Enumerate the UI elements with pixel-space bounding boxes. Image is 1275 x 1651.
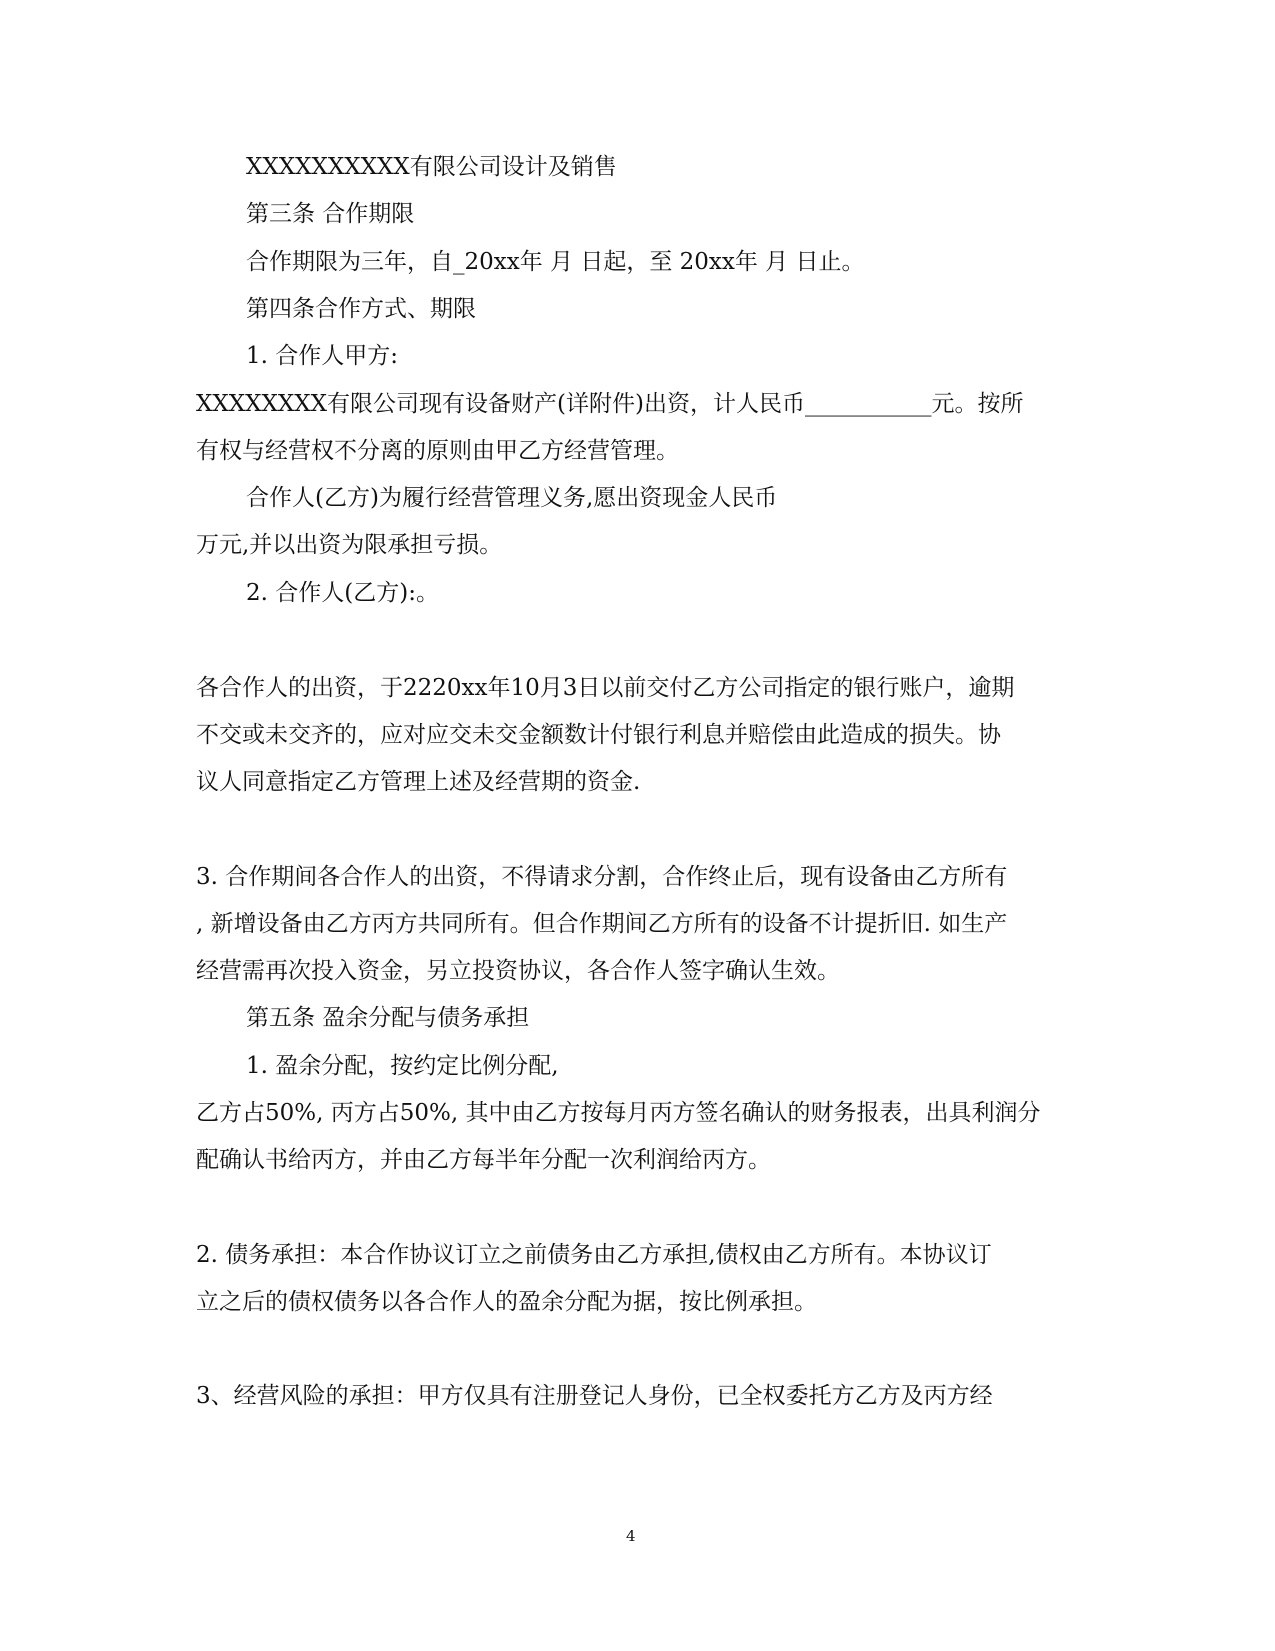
text-line: XXXXXXXXXX有限公司设计及销售 (246, 154, 617, 180)
text-line: 配确认书给丙方，并由乙方每半年分配一次利润给丙方。 (196, 1147, 771, 1173)
page-number: 4 (626, 1527, 636, 1545)
text-line: 1. 合作人甲方: (246, 343, 399, 369)
text-line: XXXXXXXX有限公司现有设备财产(详附件)出资，计人民币___________元。按所 (196, 391, 1024, 417)
text-line: 立之后的债权债务以各合作人的盈余分配为据，按比例承担。 (196, 1289, 817, 1315)
text-line: , 新增设备由乙方丙方共同所有。但合作期间乙方所有的设备不计提折旧. 如生产 (196, 911, 1008, 937)
text-line: 3、经营风险的承担：甲方仅具有注册登记人身份，已全权委托方乙方及丙方经 (196, 1383, 993, 1409)
text-line: 不交或未交齐的，应对应交未交金额数计付银行利息并赔偿由此造成的损失。协 (196, 722, 1001, 748)
text-line: 乙方占50%, 丙方占50%, 其中由乙方按每月丙方签名确认的财务报表，出具利润分 (196, 1100, 1041, 1126)
text-line: 各合作人的出资，于2220xx年10月3日以前交付乙方公司指定的银行账户，逾期 (196, 675, 1015, 701)
article-heading: 第三条 合作期限 (246, 201, 415, 227)
text-line: 议人同意指定乙方管理上述及经营期的资金. (196, 769, 641, 795)
text-line: 3. 合作期间各合作人的出资，不得请求分割，合作终止后，现有设备由乙方所有 (196, 864, 1008, 890)
text-line: 合作人(乙方)为履行经营管理义务,愿出资现金人民币 (246, 485, 778, 511)
text-line: 经营需再次投入资金，另立投资协议，各合作人签字确认生效。 (196, 958, 840, 984)
text-line: 2. 合作人(乙方):。 (246, 580, 439, 606)
article-heading: 第五条 盈余分配与债务承担 (246, 1005, 530, 1031)
text-line: 合作期限为三年，自_20xx年 月 日起，至 20xx年 月 日止。 (246, 249, 865, 275)
text-line: 2. 债务承担：本合作协议订立之前债务由乙方承担,债权由乙方所有。本协议订 (196, 1242, 992, 1268)
text-line: 1. 盈余分配，按约定比例分配, (246, 1053, 559, 1079)
text-line: 有权与经营权不分离的原则由甲乙方经营管理。 (196, 438, 679, 464)
article-heading: 第四条合作方式、期限 (246, 296, 476, 322)
text-line: 万元,并以出资为限承担亏损。 (196, 532, 503, 558)
